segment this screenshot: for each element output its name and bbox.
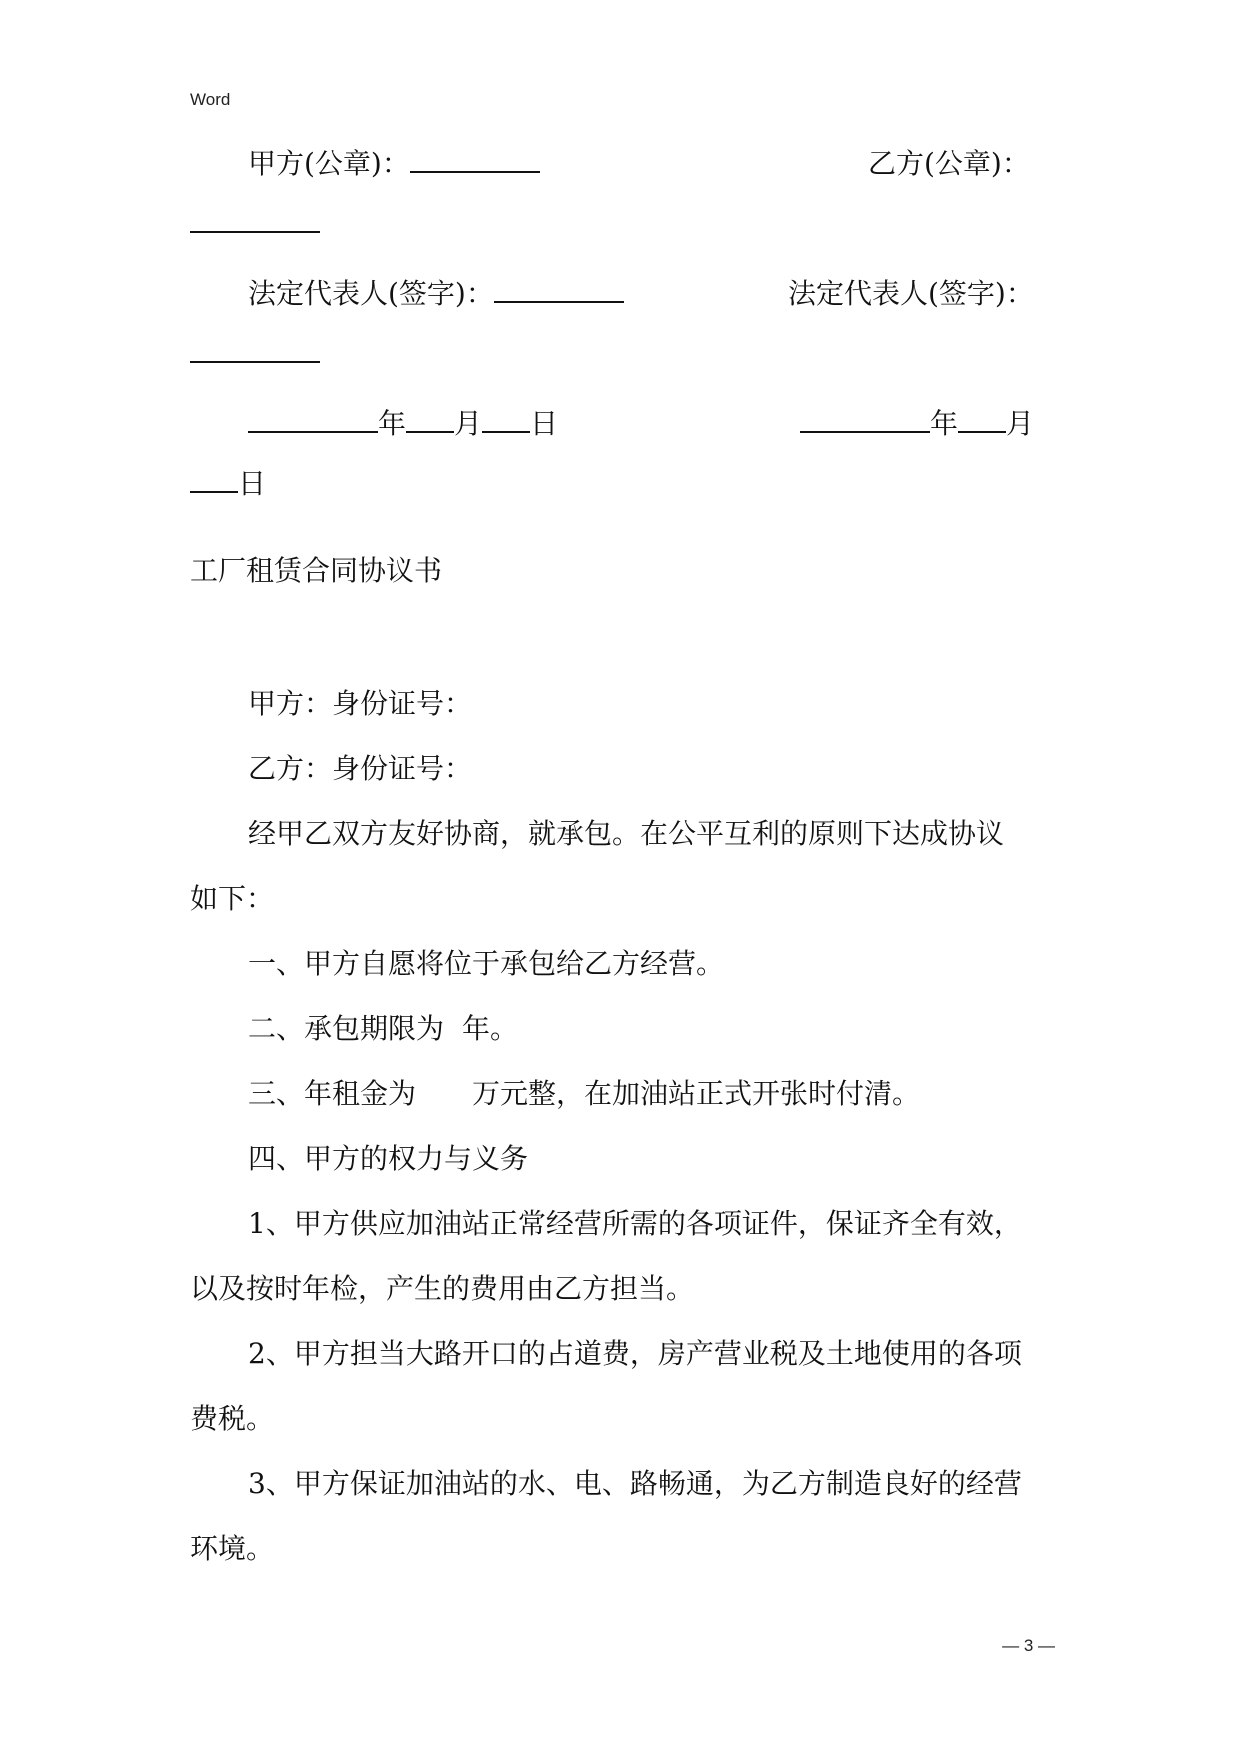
clause-3-label: 三、年租金为 bbox=[248, 1077, 417, 1110]
item-2-line-1: 2、甲方担当大路开口的占道费，房产营业税及土地使用的各项 bbox=[248, 1337, 1022, 1370]
party-b-day-blank bbox=[190, 465, 238, 493]
party-a-day-label: 日 bbox=[530, 407, 559, 440]
clause-2-unit: 年。 bbox=[462, 1012, 519, 1045]
party-b-rep-label: 法定代表人(签字)： bbox=[788, 277, 1034, 310]
page-number: — 3 — bbox=[1002, 1636, 1055, 1655]
party-a-year-label: 年 bbox=[378, 407, 407, 440]
party-a-rep-label: 法定代表人(签字)： bbox=[248, 277, 494, 310]
party-a-year-blank bbox=[248, 405, 378, 433]
running-header: Word bbox=[190, 90, 231, 109]
party-b-seal-label: 乙方(公章)： bbox=[868, 147, 1030, 180]
party-a-id: 甲方：身份证号： bbox=[248, 687, 473, 720]
item-3-line-2: 环境。 bbox=[190, 1532, 275, 1565]
party-b-seal-blank bbox=[190, 205, 320, 233]
intro-line-1: 经甲乙双方友好协商，就承包。在公平互利的原则下达成协议 bbox=[248, 817, 1005, 850]
party-a-seal-label: 甲方(公章)： bbox=[248, 147, 410, 180]
party-b-seal-line bbox=[190, 204, 1060, 244]
party-a-seal-blank bbox=[410, 145, 540, 173]
item-1-line-2: 以及按时年检，产生的费用由乙方担当。 bbox=[190, 1272, 695, 1305]
clause-2-label: 二、承包期限为 bbox=[248, 1012, 445, 1045]
document-title: 工厂租赁合同协议书 bbox=[190, 554, 443, 587]
party-a-day-blank bbox=[482, 405, 530, 433]
party-b-year-blank bbox=[800, 405, 930, 433]
party-a-month-blank bbox=[406, 405, 454, 433]
party-b-month-label: 月 bbox=[1006, 407, 1035, 440]
party-b-id: 乙方：身份证号： bbox=[248, 752, 473, 785]
party-b-rep-line bbox=[190, 334, 1060, 374]
clause-1: 一、甲方自愿将位于承包给乙方经营。 bbox=[248, 947, 725, 980]
party-b-month-blank bbox=[958, 405, 1006, 433]
intro-line-2: 如下： bbox=[190, 882, 275, 915]
party-b-year-label: 年 bbox=[930, 407, 959, 440]
clause-3-text: 万元整，在加油站正式开张时付清。 bbox=[472, 1077, 921, 1110]
item-1-line-1: 1、甲方供应加油站正常经营所需的各项证件，保证齐全有效， bbox=[248, 1207, 1022, 1240]
party-b-date-line bbox=[800, 404, 1034, 444]
party-b-day-label: 日 bbox=[238, 467, 267, 500]
clause-4: 四、甲方的权力与义务 bbox=[248, 1142, 529, 1175]
clause-2 bbox=[248, 1009, 1118, 1049]
party-b-day-line bbox=[190, 464, 1060, 504]
party-a-month-label: 月 bbox=[454, 407, 483, 440]
clause-3 bbox=[248, 1074, 1118, 1114]
party-a-rep-blank bbox=[494, 275, 624, 303]
item-2-line-2: 费税。 bbox=[190, 1402, 275, 1435]
item-3-line-1: 3、甲方保证加油站的水、电、路畅通，为乙方制造良好的经营 bbox=[248, 1467, 1022, 1500]
party-b-rep-blank bbox=[190, 335, 320, 363]
